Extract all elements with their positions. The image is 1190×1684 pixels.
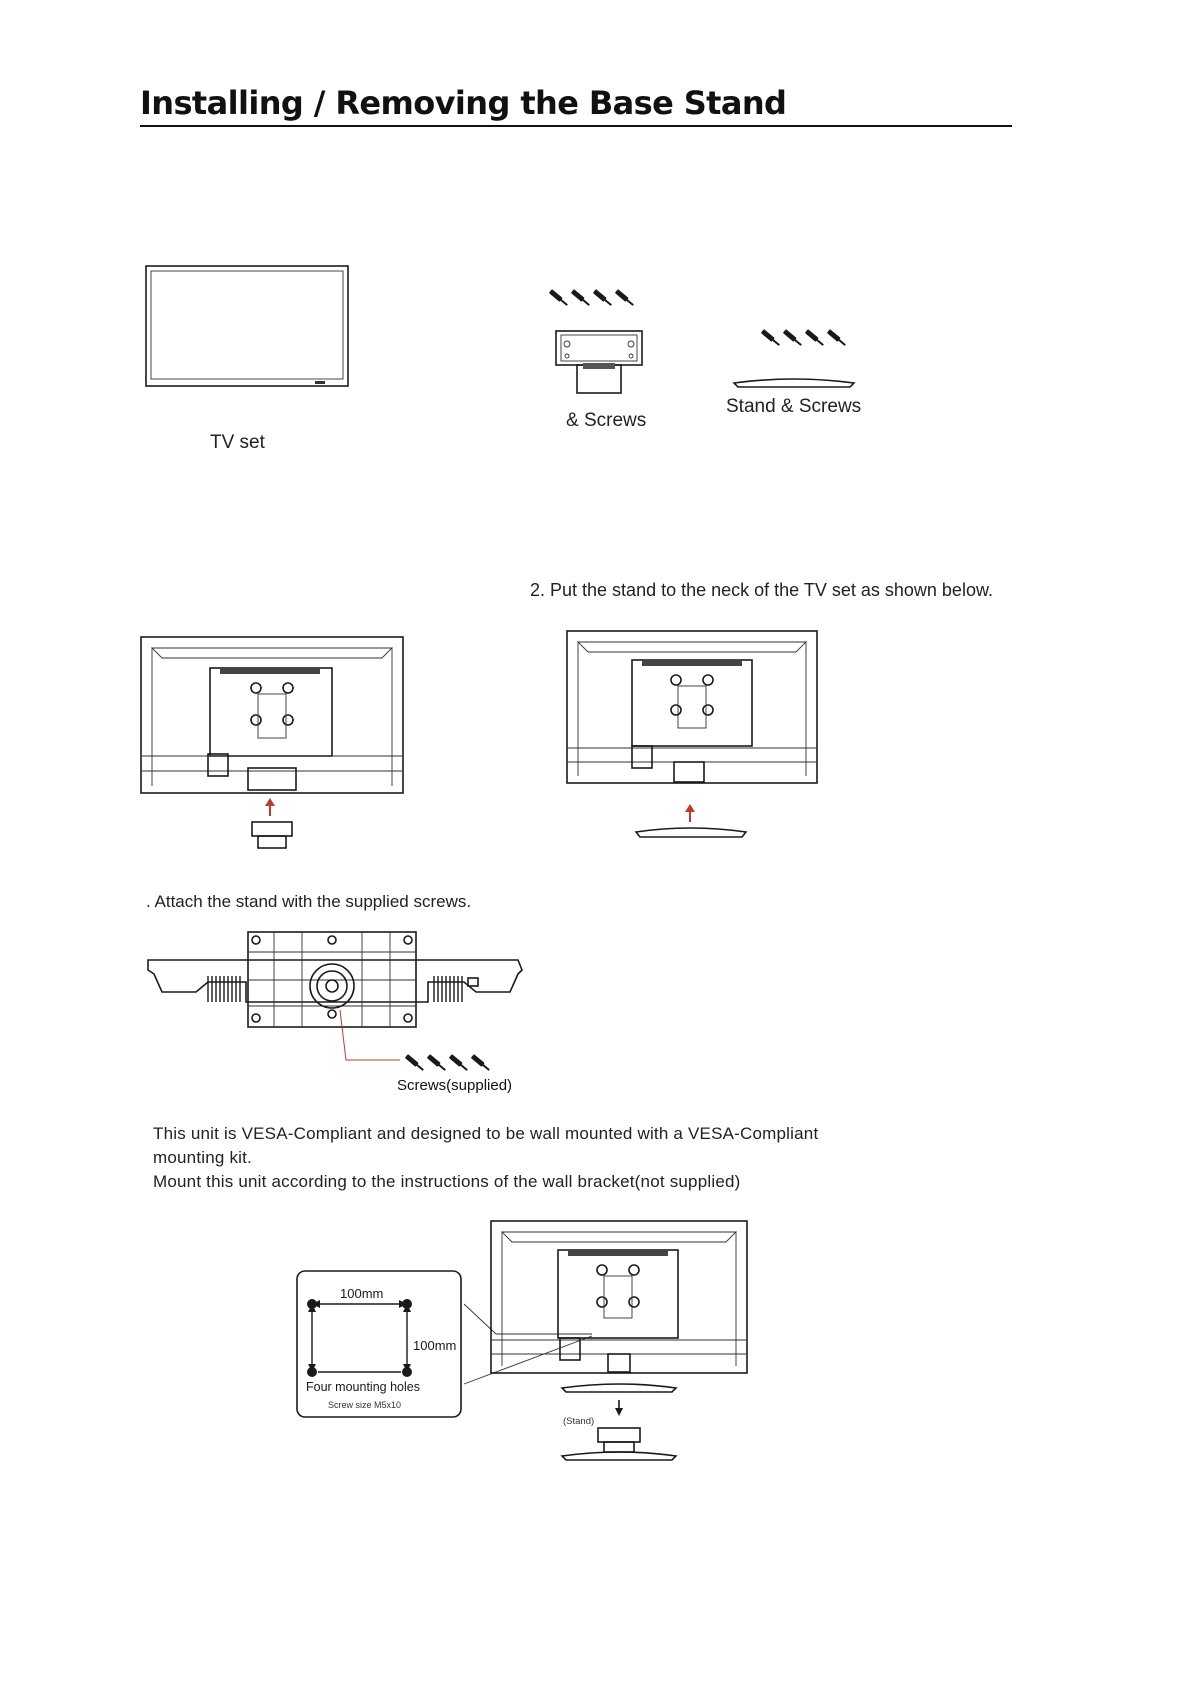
screws-icon — [546, 288, 642, 312]
vesa-instructions — [153, 1122, 818, 1194]
dim-horizontal-label: 100mm — [340, 1286, 384, 1301]
screws-supplied-label: Screws(supplied) — [397, 1077, 513, 1094]
neck-bracket-illustration — [555, 330, 645, 396]
tv-front-illustration — [145, 265, 350, 390]
page-title: Installing / Removing the Base Stand — [140, 84, 787, 122]
mounting-holes-label: Four mounting holes — [306, 1380, 420, 1394]
step-2-text: 2. Put the stand to the neck of the TV set as shown below. — [530, 580, 993, 600]
vesa-line-1: This unit is VESA-Compliant and designed to be wall mounted with a VESA-Compliant — [153, 1124, 819, 1143]
neck-screws-label: & Screws — [566, 410, 647, 431]
vesa-line-3: Mount this unit according to the instructions of the wall bracket(not supplied) — [153, 1172, 741, 1191]
dim-vertical-label: 100mm — [413, 1338, 457, 1353]
screw-size-label: Screw size M5x10 — [328, 1400, 402, 1410]
vesa-line-2: mounting kit. — [153, 1148, 252, 1167]
tv-rear-wallmount-illustration — [490, 1220, 750, 1470]
stand-base-illustration — [732, 377, 856, 389]
tv-rear-stand-illustration — [566, 630, 821, 840]
screws-icon — [402, 1053, 498, 1077]
screws-icon — [758, 328, 854, 352]
stand-screws-label: Stand & Screws — [726, 396, 862, 417]
stand-removed-label: (Stand) — [563, 1416, 595, 1427]
tv-rear-neck-illustration — [140, 636, 405, 851]
tv-set-label: TV set — [210, 432, 265, 453]
step-3-text: . Attach the stand with the supplied screws. — [146, 892, 472, 911]
title-underline — [140, 125, 1012, 127]
